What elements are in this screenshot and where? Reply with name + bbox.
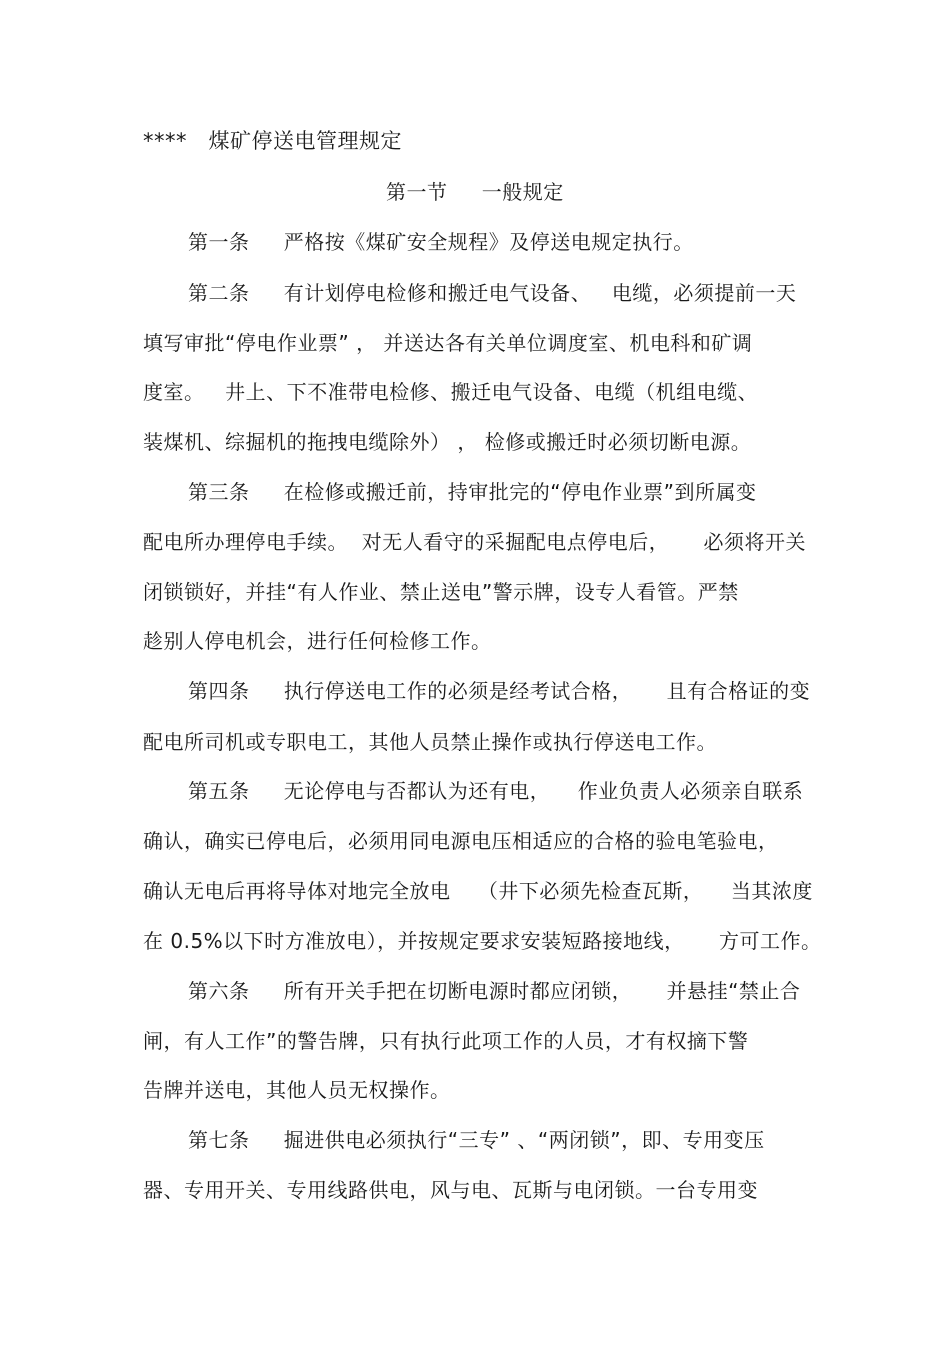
text-line: 填写审批“停电作业票” ， 并送达各有关单位调度室、机电科和矿调 <box>143 331 753 355</box>
document-title: **** 煤矿停送电管理规定 <box>143 129 403 153</box>
text-line: 确认，确实已停电后，必须用同电源电压相适应的合格的验电笔验电， <box>143 829 779 853</box>
text-line: 第四条 执行停送电工作的必须是经考试合格， 且有合格证的变 <box>188 679 811 703</box>
text-line: 第一条 严格按《煤矿安全规程》及停送电规定执行。 <box>188 230 694 254</box>
text-line: 趁别人停电机会，进行任何检修工作。 <box>143 629 492 653</box>
text-line: 度室。 井上、下不准带电检修、搬迁电气设备、电缆（机组电缆、 <box>143 380 759 404</box>
text-line: 配电所司机或专职电工，其他人员禁止操作或执行停送电工作。 <box>143 730 717 754</box>
text-line: 闸，有人工作”的警告牌，只有执行此项工作的人员，才有权摘下警 <box>143 1029 749 1053</box>
text-line: 器、专用开关、专用线路供电，风与电、瓦斯与电闭锁。一台专用变 <box>143 1178 758 1202</box>
text-line: 第二条 有计划停电检修和搬迁电气设备、 电缆，必须提前一天 <box>188 281 797 305</box>
text-line: 告牌并送电，其他人员无权操作。 <box>143 1078 451 1102</box>
text-line: 闭锁锁好，并挂“有人作业、禁止送电”警示牌，设专人看管。严禁 <box>143 580 739 604</box>
text-line: 第五条 无论停电与否都认为还有电， 作业负责人必须亲自联系 <box>188 779 804 803</box>
text-line: 第七条 掘进供电必须执行“三专” 、“两闭锁”，即、专用变压 <box>188 1128 765 1152</box>
text-line: 配电所办理停电手续。 对无人看守的采掘配电点停电后， 必须将开关 <box>143 530 807 554</box>
section-heading: 第一节 一般规定 <box>386 180 564 204</box>
text-line: 装煤机、综掘机的拖拽电缆除外） ， 检修或搬迁时必须切断电源。 <box>143 430 752 454</box>
text-line: 在 0.5%以下时方准放电），并按规定要求安装短路接地线， 方可工作。 <box>143 929 822 953</box>
text-line: 第六条 所有开关手把在切断电源时都应闭锁， 并悬挂“禁止合 <box>188 979 801 1003</box>
text-line: 第三条 在检修或搬迁前，持审批完的“停电作业票”到所属变 <box>188 480 757 504</box>
text-line: 确认无电后再将导体对地完全放电 （井下必须先检查瓦斯， 当其浓度 <box>143 879 813 903</box>
